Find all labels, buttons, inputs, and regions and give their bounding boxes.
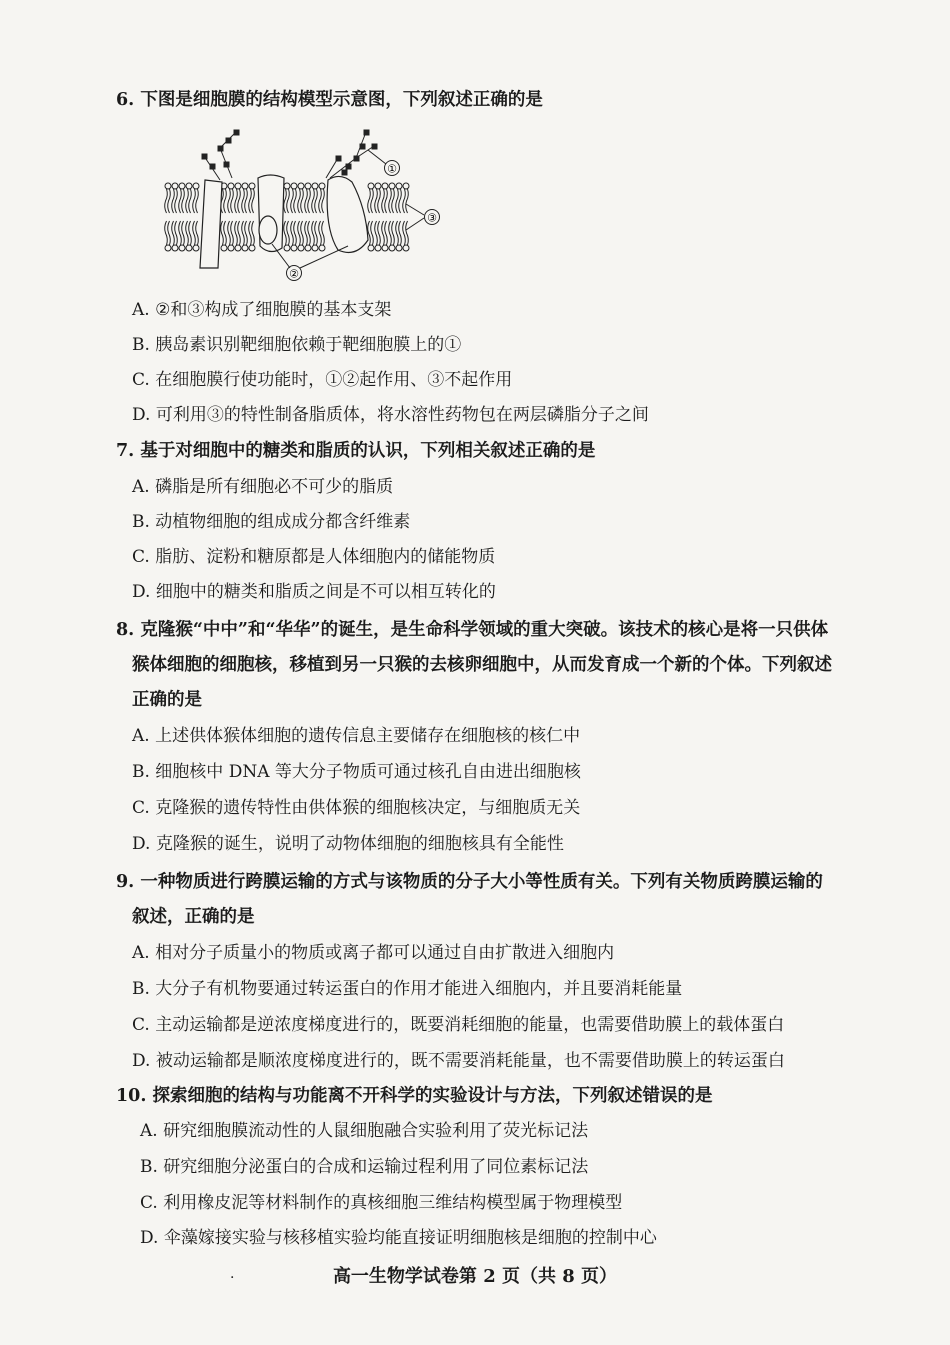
q9-stem-line-1: 9. 一种物质进行跨膜运输的方式与该物质的分子大小等性质有关。下列有关物质跨膜运输的: [116, 872, 823, 892]
q7-option-c: C. 脂肪、淀粉和糖原都是人体细胞内的储能物质: [132, 547, 496, 567]
q8-stem-line-1: 8. 克隆猴“中中”和“华华”的诞生，是生命科学领域的重大突破。该技术的核心是将一只供体: [116, 620, 829, 640]
cell-membrane-diagram: [160, 118, 460, 286]
page-footer: 高一生物学试卷第 2 页（共 8 页）: [332, 1266, 618, 1287]
q8-option-b: B. 细胞核中 DNA 等大分子物质可通过核孔自由进出细胞核: [132, 762, 581, 782]
q9-option-c: C. 主动运输都是逆浓度梯度进行的，既要消耗细胞的能量，也需要借助膜上的载体蛋白: [132, 1015, 785, 1035]
q7-option-d: D. 细胞中的糖类和脂质之间是不可以相互转化的: [132, 582, 496, 602]
q8-stem-line-2: 猴体细胞的细胞核，移植到另一只猴的去核卵细胞中，从而发育成一个新的个体。下列叙述: [132, 655, 832, 675]
q9-stem-line-2: 叙述，正确的是: [132, 907, 255, 927]
footer-mark: ·: [230, 1270, 235, 1286]
diagram-label-2: ②: [289, 267, 299, 281]
q6-option-b: B. 胰岛素识别靶细胞依赖于靶细胞膜上的①: [132, 335, 462, 355]
diagram-label-1: ①: [387, 162, 397, 176]
q6-stem: 6. 下图是细胞膜的结构模型示意图，下列叙述正确的是: [116, 90, 543, 110]
q9-option-a: A. 相对分子质量小的物质或离子都可以通过自由扩散进入细胞内: [132, 943, 615, 963]
q9-option-b: B. 大分子有机物要通过转运蛋白的作用才能进入细胞内，并且要消耗能量: [132, 979, 683, 999]
q10-option-d: D. 伞藻嫁接实验与核移植实验均能直接证明细胞核是细胞的控制中心: [140, 1228, 657, 1248]
membrane-protein-left: [200, 180, 222, 268]
q10-option-a: A. 研究细胞膜流动性的人鼠细胞融合实验利用了荧光标记法: [140, 1121, 589, 1141]
q8-option-a: A. 上述供体猴体细胞的遗传信息主要储存在细胞核的核仁中: [132, 726, 581, 746]
q8-option-c: C. 克隆猴的遗传特性由供体猴的细胞核决定，与细胞质无关: [132, 798, 581, 818]
q10-option-c: C. 利用橡皮泥等材料制作的真核细胞三维结构模型属于物理模型: [140, 1193, 623, 1213]
q7-stem: 7. 基于对细胞中的糖类和脂质的认识，下列相关叙述正确的是: [116, 441, 596, 461]
glycoprotein-chains: [202, 130, 377, 180]
q10-stem: 10. 探索细胞的结构与功能离不开科学的实验设计与方法，下列叙述错误的是: [116, 1086, 713, 1106]
membrane-protein-right: [327, 176, 368, 252]
q8-stem-line-3: 正确的是: [132, 690, 202, 710]
diagram-label-3: ③: [427, 211, 437, 225]
membrane-protein-small: [259, 216, 277, 244]
q6-option-d: D. 可利用③的特性制备脂质体，将水溶性药物包在两层磷脂分子之间: [132, 405, 649, 425]
q9-option-d: D. 被动运输都是顺浓度梯度进行的，既不需要消耗能量，也不需要借助膜上的转运蛋白: [132, 1051, 785, 1071]
q7-option-a: A. 磷脂是所有细胞必不可少的脂质: [132, 477, 394, 497]
q7-option-b: B. 动植物细胞的组成成分都含纤维素: [132, 512, 411, 532]
q8-option-d: D. 克隆猴的诞生，说明了动物体细胞的细胞核具有全能性: [132, 834, 564, 854]
q6-option-a: A. ②和③构成了细胞膜的基本支架: [132, 300, 392, 320]
q10-option-b: B. 研究细胞分泌蛋白的合成和运输过程利用了同位素标记法: [140, 1157, 589, 1177]
q6-option-c: C. 在细胞膜行使功能时，①②起作用、③不起作用: [132, 370, 513, 390]
